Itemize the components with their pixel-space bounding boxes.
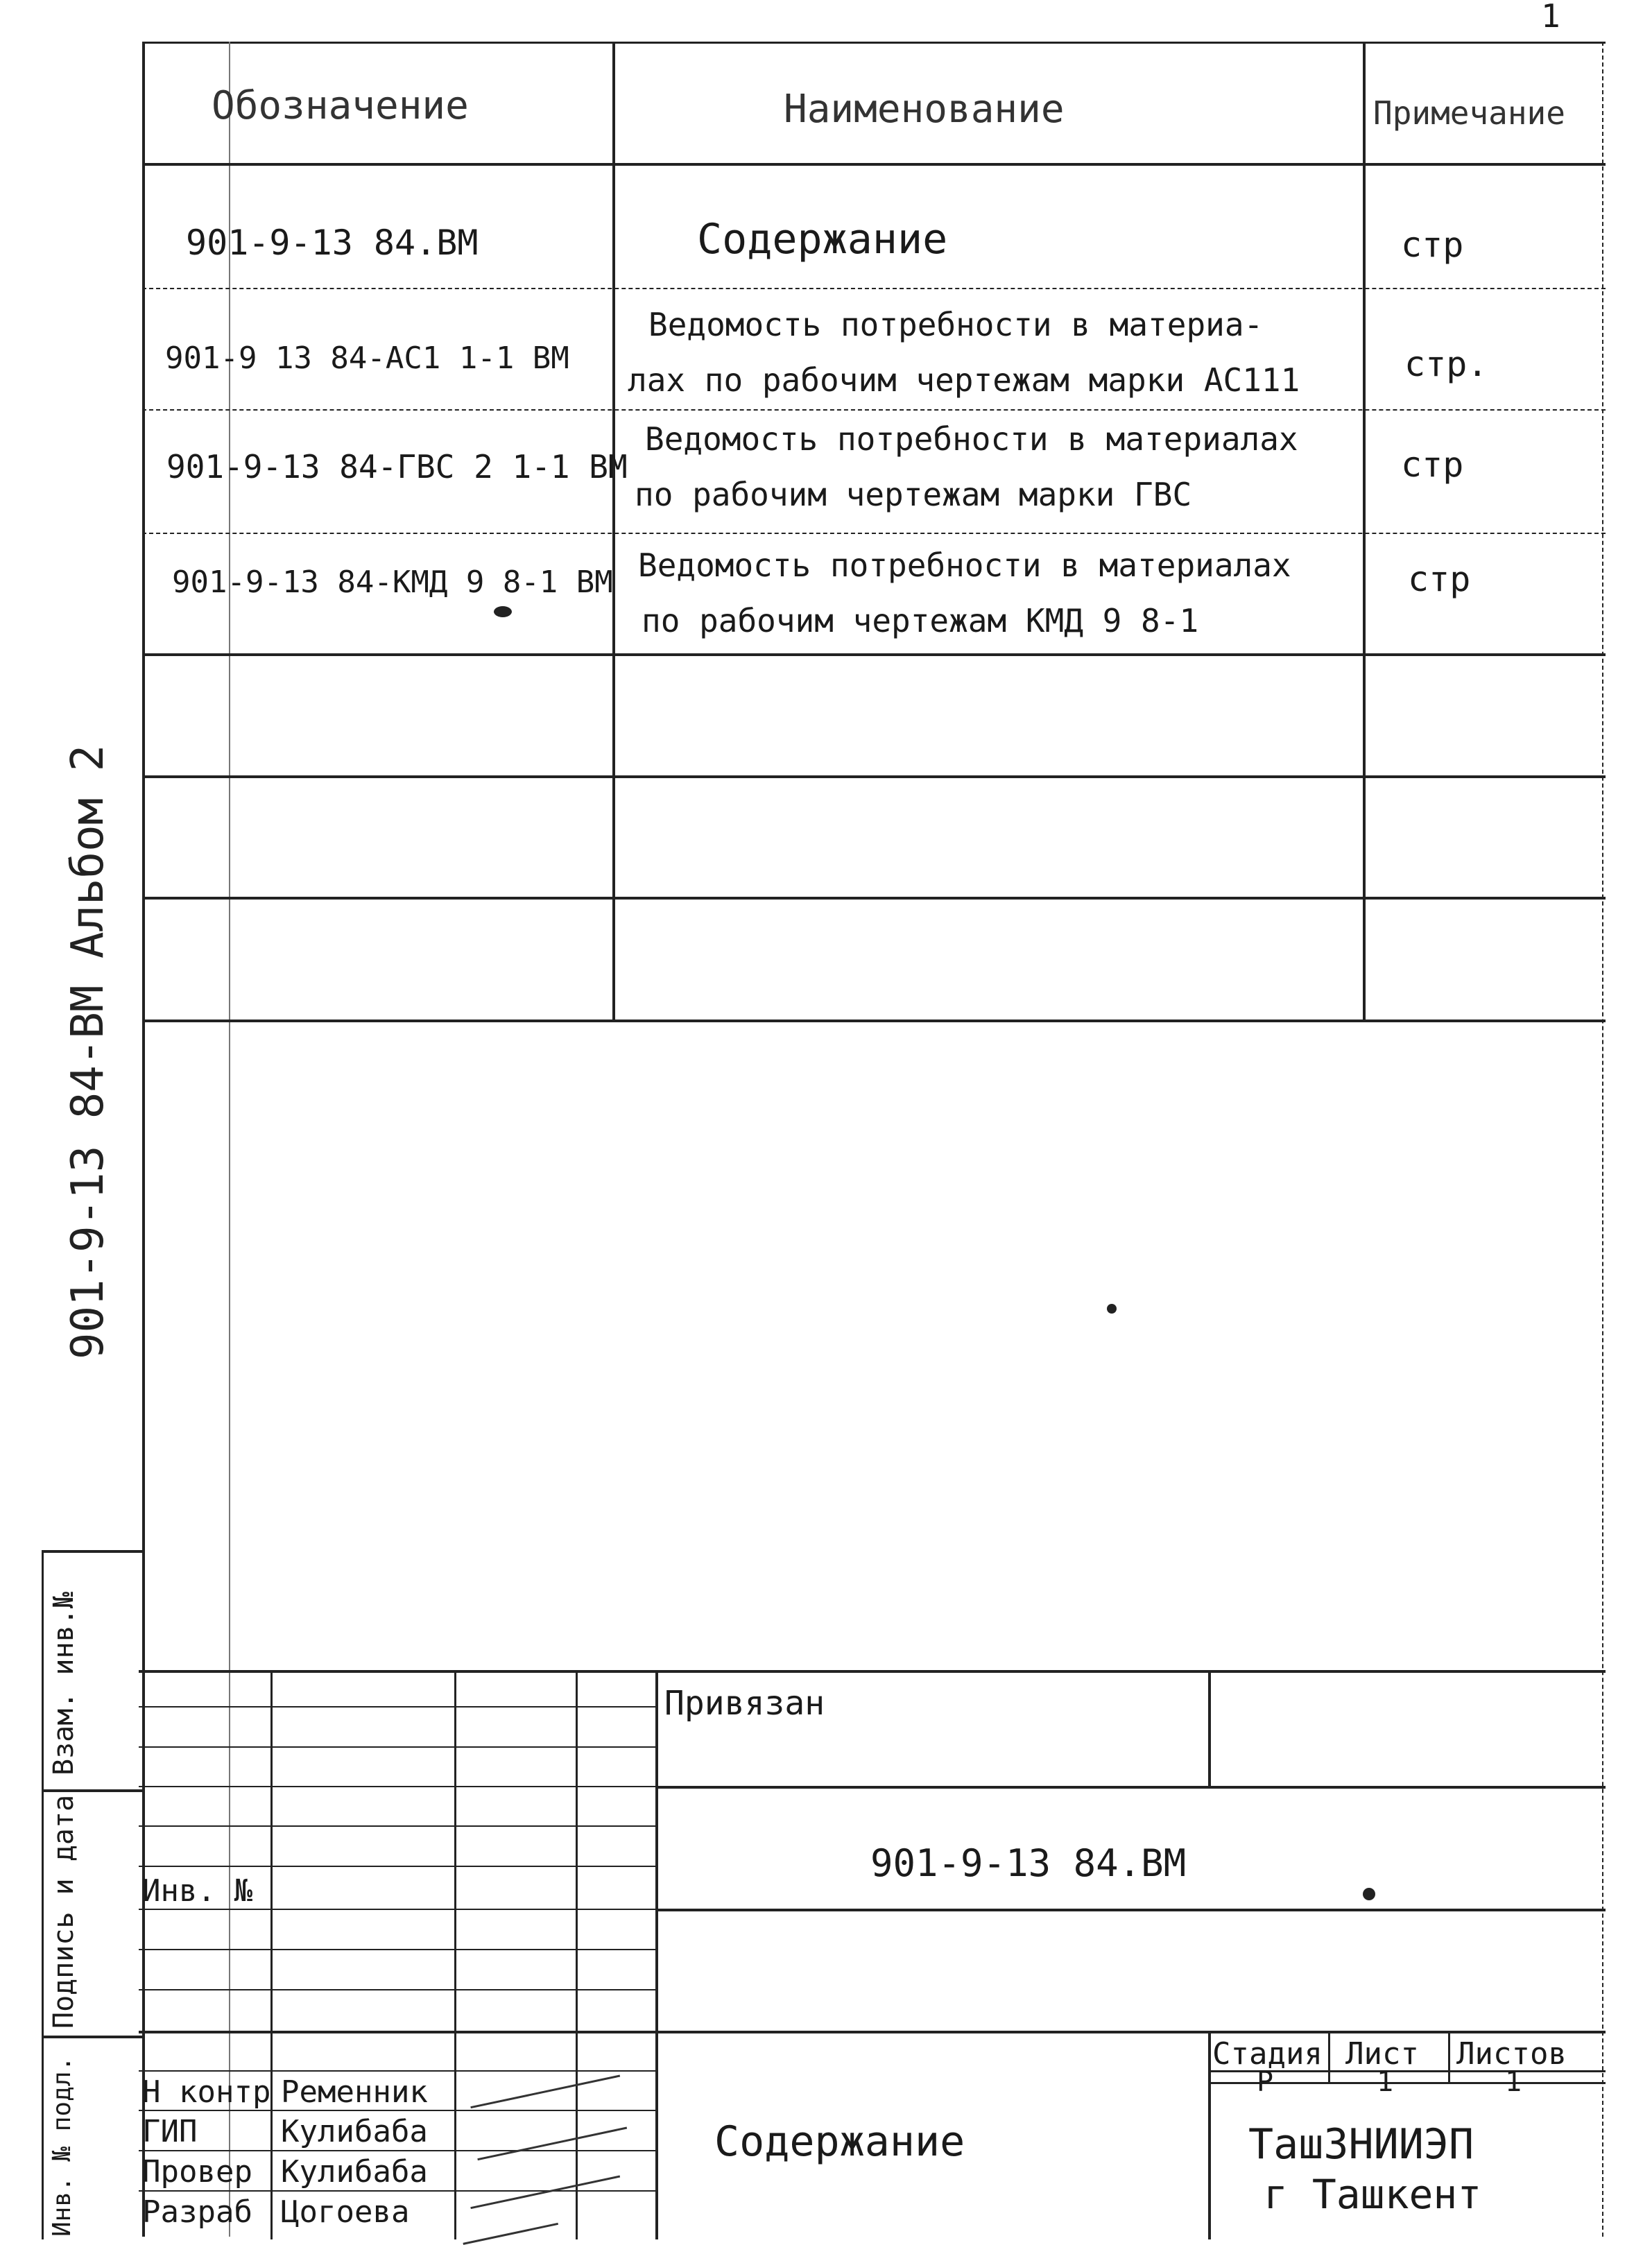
row-2-note: стр. — [1404, 344, 1488, 384]
row-divider — [142, 288, 1606, 289]
sheet-header: Лист — [1345, 2036, 1419, 2072]
privyazan-label: Привязан — [664, 1684, 825, 1723]
row-3-designation: 901-9-13 84-ГВС 2 1-1 ВМ — [166, 448, 628, 485]
title-block-line — [139, 2031, 1606, 2033]
side-stamp-podpis: Подпись и дата — [48, 1794, 80, 2029]
row-3-name-line-1: Ведомость потребности в материалах — [645, 420, 1298, 458]
title-block-line — [139, 1989, 655, 1990]
row-divider — [142, 653, 1606, 656]
title-block-line — [270, 1670, 273, 2239]
sheet-value: 1 — [1377, 2066, 1394, 2098]
side-stamp-line — [42, 1550, 44, 2239]
sheets-value: 1 — [1505, 2066, 1522, 2098]
row-1-name: Содержание — [697, 215, 948, 264]
header-designation: Обозначение — [212, 83, 469, 128]
row-4-note: стр — [1408, 559, 1471, 599]
frame-right-line — [1602, 42, 1603, 2237]
title-block-line — [139, 1746, 655, 1748]
row-4-name-line-2: по рабочим чертежам КМД 9 8-1 — [642, 602, 1199, 639]
title-block-line — [139, 2190, 655, 2192]
title-block-line — [139, 1670, 1606, 1673]
title-block-line — [454, 1670, 456, 2239]
doc-code: 901-9-13 84.ВМ — [870, 1841, 1187, 1885]
row-2-name-line-1: Ведомость потребности в материа- — [648, 306, 1264, 343]
title-block-line — [139, 1866, 655, 1867]
signatory-name: Ременник — [281, 2074, 428, 2110]
title-block-line — [1448, 2031, 1450, 2082]
header-name: Наименование — [784, 87, 1065, 132]
sheet-title: Содержание — [714, 2117, 965, 2166]
frame-top-line — [142, 42, 1606, 44]
ink-blot — [494, 606, 512, 617]
title-block-line — [1208, 1670, 1211, 1786]
signatory-role: Провер — [142, 2154, 252, 2190]
inv-label: Инв. № — [142, 1873, 252, 1909]
title-block-line — [139, 1706, 655, 1708]
stage-value: Р — [1257, 2066, 1274, 2098]
title-block-line — [1328, 2031, 1330, 2082]
row-2-designation: 901-9 13 84-АС1 1-1 ВМ — [165, 341, 569, 376]
row-divider — [142, 1020, 1606, 1022]
side-stamp-line — [42, 1550, 142, 1553]
side-album-title: 901-9-13 84-ВМ Альбом 2 — [62, 744, 114, 1359]
organization: ТашЗНИИЭП — [1248, 2120, 1474, 2169]
title-block-line — [655, 1786, 1606, 1789]
stage-header: Стадия — [1212, 2036, 1323, 2072]
title-block-line — [1208, 2031, 1211, 2239]
side-stamp-vzam: Взам. инв.№ — [48, 1592, 80, 1775]
title-block-line — [139, 1909, 655, 1910]
row-divider — [142, 163, 1606, 166]
signatory-role: Н контр — [142, 2074, 271, 2110]
row-divider — [142, 775, 1606, 778]
signatory-name: Цогоева — [281, 2194, 410, 2230]
row-4-designation: 901-9-13 84-КМД 9 8-1 ВМ — [172, 565, 613, 600]
title-block-line — [139, 1786, 655, 1787]
row-divider — [142, 533, 1606, 534]
row-2-name-line-2: лах по рабочим чертежам марки АС111 — [628, 361, 1300, 399]
title-block-line — [139, 1949, 655, 1950]
title-block-line — [655, 1909, 1606, 1911]
col-divider — [1363, 42, 1366, 1020]
sheet-corner-mark: 1 — [1541, 0, 1560, 35]
row-1-designation: 901-9-13 84.ВМ — [186, 223, 479, 263]
side-stamp-inv-podl: Инв. № подл. — [48, 2056, 76, 2237]
signatory-role: Разраб — [142, 2194, 252, 2230]
title-block-line — [139, 1825, 655, 1827]
col-divider — [612, 42, 615, 1020]
ink-blot — [1107, 1304, 1117, 1314]
signatory-role: ГИП — [142, 2114, 198, 2149]
ink-blot — [1363, 1888, 1375, 1900]
side-stamp-line — [42, 1789, 142, 1792]
row-divider — [142, 897, 1606, 900]
title-block-line — [655, 1670, 658, 2239]
row-3-name-line-2: по рабочим чертежам марки ГВС — [635, 476, 1192, 513]
city: г Ташкент — [1264, 2171, 1482, 2218]
signatory-name: Кулибаба — [281, 2114, 428, 2149]
sheets-header: Листов — [1456, 2036, 1567, 2072]
row-1-note: стр — [1401, 225, 1464, 265]
side-stamp-line — [42, 2036, 142, 2038]
header-note: Примечание — [1373, 94, 1565, 132]
row-4-name-line-1: Ведомость потребности в материалах — [638, 547, 1291, 584]
signatory-name: Кулибаба — [281, 2154, 428, 2190]
row-3-note: стр — [1401, 445, 1464, 485]
